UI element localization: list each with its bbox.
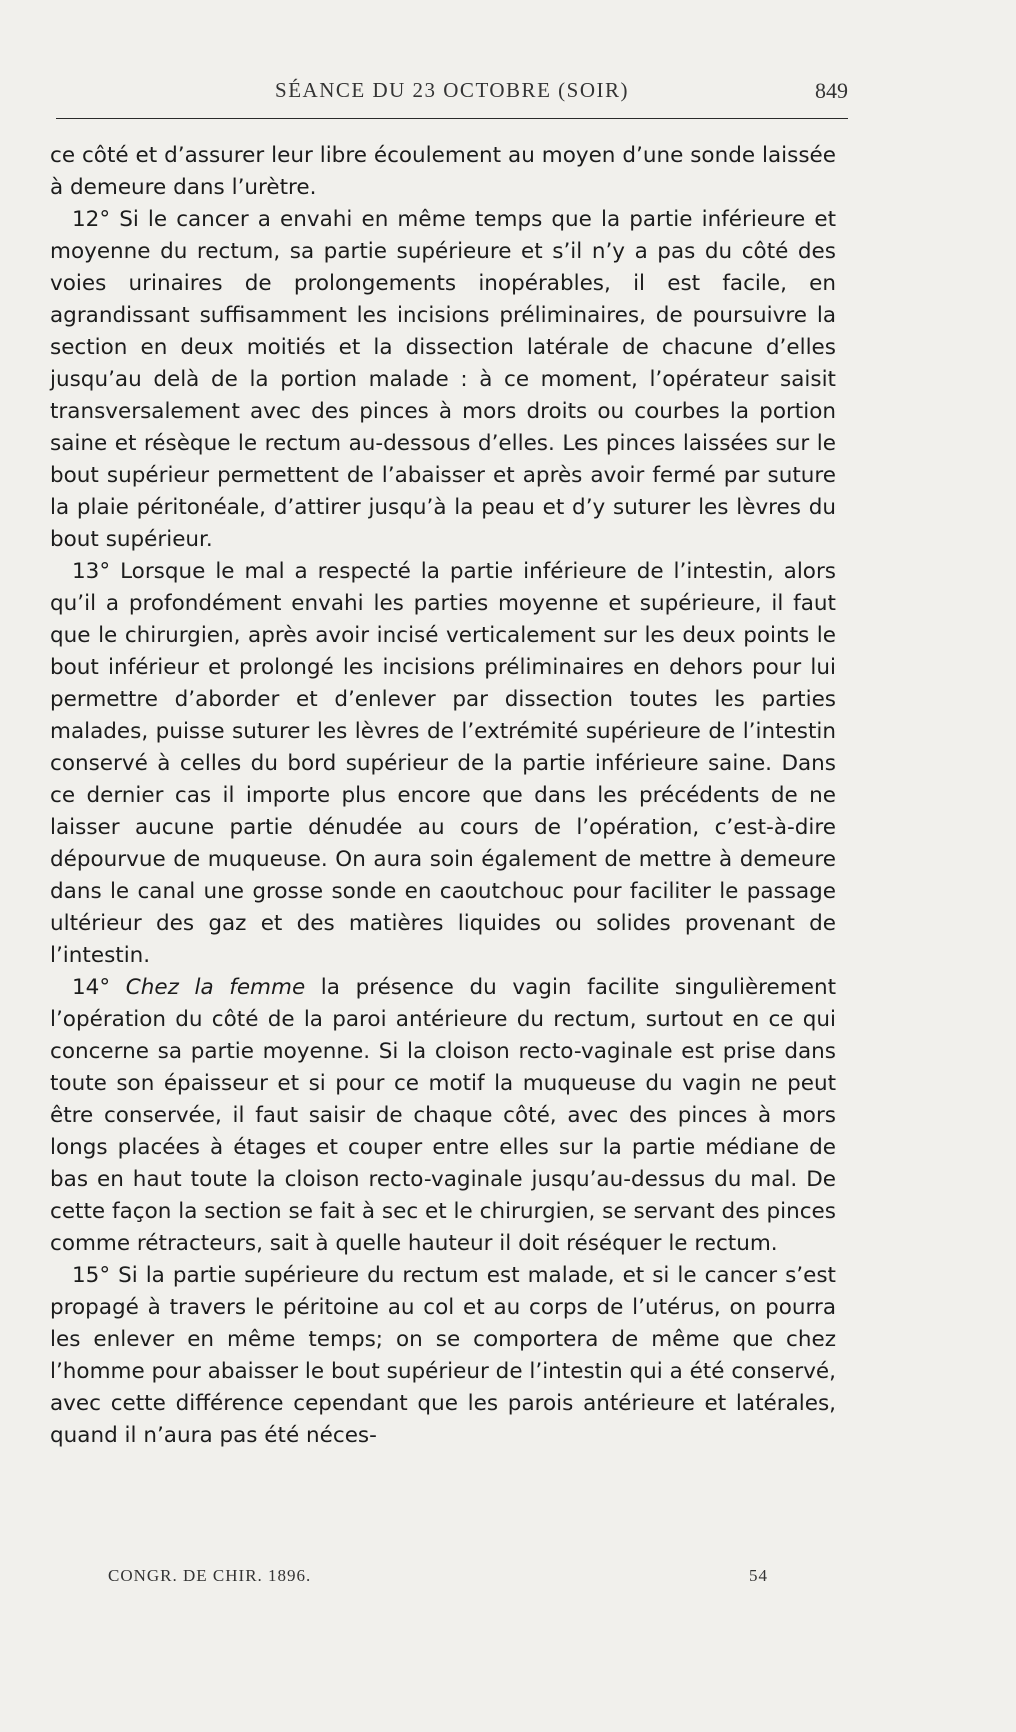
- body-text: [50, 140, 836, 1452]
- paragraph-12: 12° Si le cancer a envahi en même temps que la partie inférieure et moyenne du rectum, sa partie supérieure et s’il n’y a pas du côté des voies urinaires de prolongements inopérables, il est facile, en agrandissant suffisamment les incisions préliminaires, de poursuivre la section en deux moitiés et la dissection latérale de chacune d’elles jusqu’au delà de la portion malade : à ce moment, l’opérateur saisit transversalement avec des pinces à mors droits ou courbes la portion saine et résèque le rectum au-dessous d’elles. Les pinces laissées sur le bout supérieur permettent de l’abaisser et après avoir fermé par suture la plaie péritonéale, d’attirer jusqu’à la peau et d’y suturer les lèvres du bout supérieur.: [50, 207, 836, 552]
- page-number: 849: [815, 78, 848, 103]
- page-footer: [108, 1566, 768, 1596]
- footer-sheet-number: 54: [749, 1566, 768, 1585]
- paragraph-14: [50, 972, 836, 1260]
- running-title: SÉANCE DU 23 OCTOBRE (SOIR): [275, 78, 629, 102]
- paragraph-continued: ce côté et d’assurer leur libre écoulement au moyen d’une sonde laissée à demeure dans l’urètre.: [50, 143, 836, 200]
- paragraph-13: 13° Lorsque le mal a respecté la partie inférieure de l’intestin, alors qu’il a profondément envahi les parties moyenne et supérieure, il faut que le chirurgien, après avoir incisé verticalement sur les deux points le bout inférieur et prolongé les incisions préliminaires en dehors pour lui permettre d’aborder et d’enlever par dissection toutes les parties malades, puisse suturer les lèvres de l’extrémité supérieure de l’intestin conservé à celles du bord supérieur de la partie inférieure saine. Dans ce dernier cas il importe plus encore que dans les précédents de ne laisser aucune partie dénudée au cours de l’opération, c’est-à-dire dépourvue de muqueuse. On aura soin également de mettre à demeure dans le canal une grosse sonde en caoutchouc pour faciliter le passage ultérieur des gaz et des matières liquides ou solides provenant de l’intestin.: [50, 559, 836, 968]
- paragraph-14-number: 14°: [72, 975, 126, 1000]
- footer-signature: CONGR. DE CHIR. 1896.: [108, 1566, 312, 1585]
- running-header: [56, 76, 848, 110]
- header-rule: [56, 118, 848, 119]
- paragraph-15: 15° Si la partie supérieure du rectum est malade, et si le cancer s’est propagé à travers le péritoine au col et au corps de l’utérus, on pourra les enlever en même temps; on se comportera de même que chez l’homme pour abaisser le bout supérieur de l’intestin qui a été conservé, avec cette différence cependant que les parois antérieure et latérales, quand il n’aura pas été néces-: [50, 1263, 836, 1448]
- paragraph-14-italic-lead: Chez la femme: [125, 975, 306, 1000]
- paragraph-14-text: la présence du vagin facilite singulièrement l’opération du côté de la paroi antérieure du rectum, surtout en ce qui concerne sa partie moyenne. Si la cloison recto-vaginale est prise dans toute son épaisseur et si pour ce motif la muqueuse du vagin ne peut être conservée, il faut saisir de chaque côté, avec des pinces à mors longs placées à étages et couper entre elles sur la partie médiane de bas en haut toute la cloison recto-vaginale jusqu’au-dessus du mal. De cette façon la section se fait à sec et le chirurgien, se servant des pinces comme rétracteurs, sait à quelle hauteur il doit réséquer le rectum.: [50, 975, 836, 1256]
